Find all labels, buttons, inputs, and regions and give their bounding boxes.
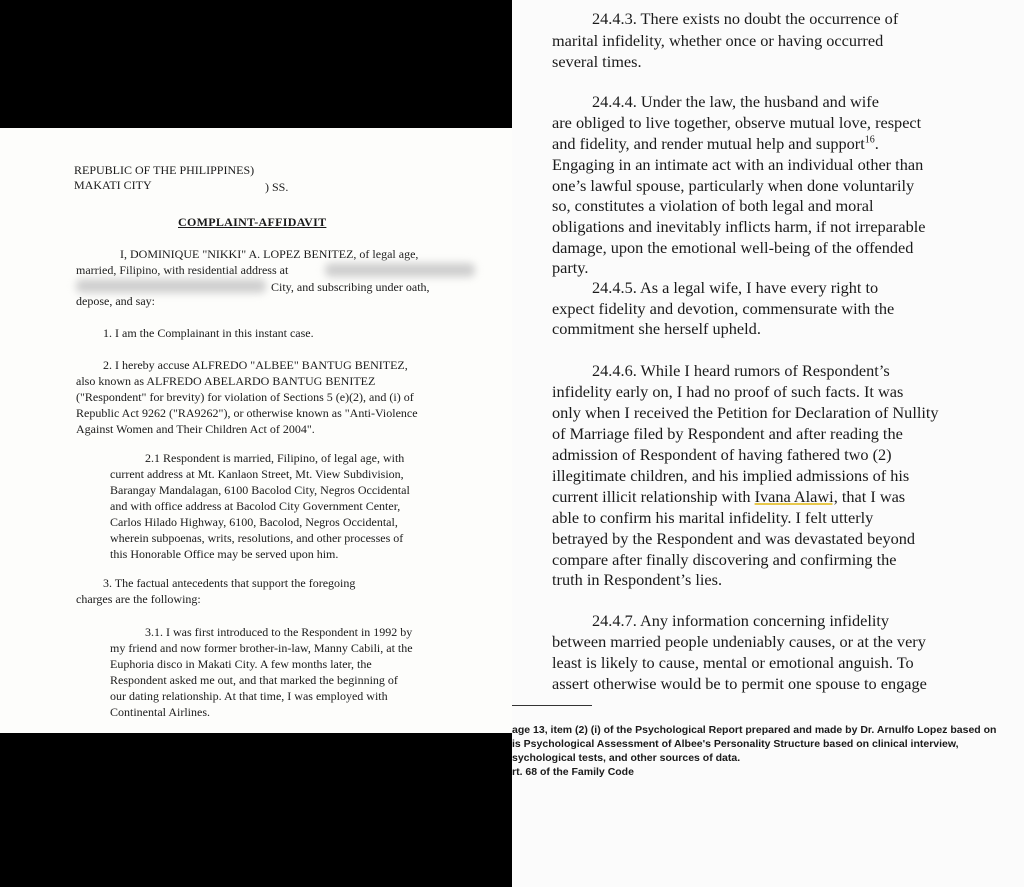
paragraph-2-line-4: Republic Act 9262 ("RA9262"), or otherwise known as "Anti-Violence [76,406,418,420]
footnote-line-2: is Psychological Assessment of Albee's Personality Structure based on clinical interview, [512,738,959,750]
intro-line-1: I, DOMINIQUE "NIKKI" A. LOPEZ BENITEZ, of legal age, [120,247,419,261]
p6-line-7-text: current illicit relationship with [552,487,751,506]
p3-line-3: several times. [552,52,642,71]
paragraph-2-1-line-6: wherein subpoenas, writs, resolutions, and other processes of [110,531,404,545]
ss-marker: ) SS. [265,180,289,194]
paragraph-2-1-line-7: this Honorable Office may be served upon him. [110,547,339,561]
highlighted-name: Ivana Alawi, [754,487,838,506]
paragraph-3-1-line-2: my friend and now former brother-in-law, Manny Cabili, at the [110,641,413,655]
paragraph-2-line-3: ("Respondent" for brevity) for violation of Sections 5 (e)(2), and (i) of [76,390,414,404]
paragraph-3-1-line-1: 3.1. I was first introduced to the Respondent in 1992 by [145,625,413,639]
paragraph-2-line-5: Against Women and Their Children Act of 2004". [76,422,315,436]
paragraph-2-1-line-3: Barangay Mandalagan, 6100 Bacolod City, Negros Occidental [110,483,410,497]
paragraph-1: 1. I am the Complainant in this instant case. [103,326,314,340]
republic-header: REPUBLIC OF THE PHILIPPINES) [74,163,255,177]
footnote-line-1: age 13, item (2) (i) of the Psychological Report prepared and made by Dr. Arnulfo Lopez based on [512,724,997,736]
p6-line-11: truth in Respondent’s lies. [552,570,723,589]
p4-line-4: Engaging in an intimate act with an individual other than [552,155,924,174]
p6-line-8: able to confirm his marital infidelity. I felt utterly [552,508,874,527]
intro-line-4: depose, and say: [76,294,155,308]
p6-line-7-end: that I was [841,487,906,506]
p4-line-3: and fidelity, and render mutual help and support$^{16}$. [552,134,879,153]
paragraph-3-1-line-3: Euphoria disco in Makati City. A few months later, the [110,657,372,671]
p4-line-5: one’s lawful spouse, particularly when done voluntarily [552,176,915,195]
intro-line-2: married, Filipino, with residential address at [76,263,289,277]
p6-line-1: 24.4.6. While I heard rumors of Respondent’s [592,361,890,380]
paragraph-2-line-1: 2. I hereby accuse ALFREDO "ALBEE" BANTUG BENITEZ, [103,358,408,372]
p4-line-7: obligations and inevitably inflicts harm, if not irreparable [552,217,926,236]
p6-line-5: admission of Respondent of having fathered two (2) [552,445,892,464]
paragraph-2-1-line-4: and with office address at Bacolod City Government Center, [110,499,401,513]
p4-line-2: are obliged to live together, observe mutual love, respect [552,113,922,132]
intro-line-3: City, and subscribing under oath, [271,280,430,294]
p4-line-6: so, constitutes a violation of both legal and moral [552,196,874,215]
p4-line-1: 24.4.4. Under the law, the husband and wife [592,92,879,111]
p7-line-1: 24.4.7. Any information concerning infidelity [592,611,890,630]
paragraph-3-1-line-6: Continental Airlines. [110,705,210,719]
paragraph-2-1-line-2: current address at Mt. Kanlaon Street, Mt. View Subdivision, [110,467,404,481]
paragraph-2-1-line-5: Carlos Hilado Highway, 6100, Bacolod, Negros Occidental, [110,515,398,529]
p4-line-3-text: and fidelity, and render mutual help and support [552,134,865,153]
p3-line-1: 24.4.3. There exists no doubt the occurrence of [592,9,899,28]
p6-line-2: infidelity early on, I had no proof of such facts. It was [552,382,904,401]
left-document-page [0,128,512,733]
p6-line-3: only when I received the Petition for Declaration of Nullity [552,403,939,422]
paragraph-3-line-2: charges are the following: [76,592,201,606]
footnote-divider [512,705,592,706]
paragraph-3-line-1: 3. The factual antecedents that support the foregoing [103,576,356,590]
p4-line-9: party. [552,258,589,277]
p6-line-4: of Marriage filed by Respondent and after reading the [552,424,903,443]
p6-line-10: compare after finally discovering and confirming the [552,550,897,569]
p7-line-2: between married people undeniably causes, or at the very [552,632,926,651]
p3-line-2: marital infidelity, whether once or having occurred [552,31,884,50]
p5-line-1: 24.4.5. As a legal wife, I have every right to [592,278,879,297]
city-header: MAKATI CITY [74,178,152,192]
right-document-page [512,0,1024,887]
p6-line-6: illegitimate children, and his implied admissions of his [552,466,910,485]
p7-line-4: assert otherwise would be to permit one spouse to engage [552,674,927,693]
redacted-address-2 [76,279,266,293]
paragraph-2-line-2: also known as ALFREDO ABELARDO BANTUG BENITEZ [76,374,376,388]
paragraph-2-1-line-1: 2.1 Respondent is married, Filipino, of legal age, with [145,451,405,465]
paragraph-3-1-line-5: our dating relationship. At that time, I was employed with [110,689,388,703]
p7-line-3: least is likely to cause, mental or emotional anguish. To [552,653,914,672]
p6-line-9: betrayed by the Respondent and was devastated beyond [552,529,916,548]
p4-line-8: damage, upon the emotional well-being of the offended [552,238,914,257]
footnote-ref-16: 16 [864,134,875,146]
p5-line-2: expect fidelity and devotion, commensurate with the [552,299,895,318]
paragraph-3-1-line-4: Respondent asked me out, and that marked the beginning of [110,673,398,687]
p6-line-7 [552,487,905,507]
p5-line-3: commitment she herself upheld. [552,319,761,338]
redacted-address [325,263,475,277]
document-title: COMPLAINT-AFFIDAVIT [178,215,327,229]
footnote-line-3: sychological tests, and other sources of data. [512,752,741,764]
footnote-line-4: rt. 68 of the Family Code [512,766,634,778]
